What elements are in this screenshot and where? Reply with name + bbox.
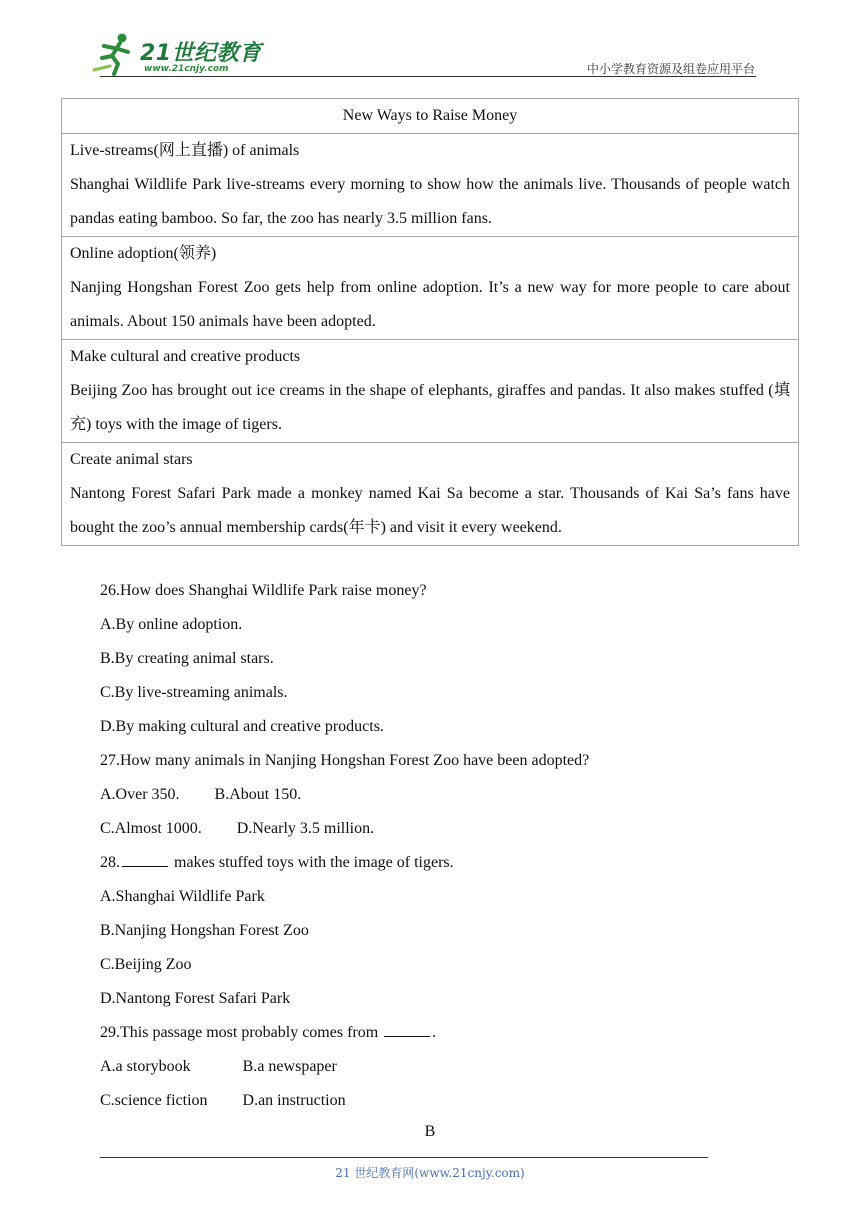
question-28-option-a: A.Shanghai Wildlife Park [100, 888, 265, 905]
question-28-option-b: B.Nanjing Hongshan Forest Zoo [100, 922, 309, 939]
question-26-option-c: C.By live-streaming animals. [100, 684, 288, 701]
question-29-options-ab [100, 1050, 760, 1084]
table-header-row [62, 99, 799, 134]
section-label: B [424, 1123, 436, 1140]
section-title: Live-streams(网上直播) of animals [70, 142, 300, 159]
question-27-option-b: B.About 150. [214, 786, 302, 803]
footer-divider [100, 1157, 708, 1158]
section-body: Beijing Zoo has brought out ice creams in the shape of elephants, giraffes and pandas. It also makes stuffed (填充) toys with the image of tigers. [70, 382, 790, 433]
answer-blank [384, 1018, 430, 1037]
question-29-option-b: B.a newspaper [242, 1058, 337, 1075]
table-title: New Ways to Raise Money [62, 99, 799, 134]
question-29-option-c: C.science fiction [100, 1092, 208, 1109]
question-28-option-c: C.Beijing Zoo [100, 956, 192, 973]
question-28-option-d: D.Nantong Forest Safari Park [100, 990, 291, 1007]
table-row [62, 340, 799, 443]
section-body: Shanghai Wildlife Park live-streams every morning to show how the animals live. Thousands of people watch pandas eating bamboo. So far, the zoo has nearly 3.5 million fans. [70, 176, 790, 227]
question-27-stem: 27.How many animals in Nanjing Hongshan Forest Zoo have been adopted? [100, 752, 590, 769]
question-29-stem [100, 1016, 760, 1050]
section-title: Make cultural and creative products [70, 348, 301, 365]
question-28-stem-suffix: makes stuffed toys with the image of tigers. [170, 854, 454, 871]
question-27-options-ab [100, 778, 760, 812]
question-27-option-c: C.Almost 1000. [100, 820, 202, 837]
table-cell [62, 340, 799, 443]
question-26-stem: 26.How does Shanghai Wildlife Park raise money? [100, 582, 427, 599]
logo [92, 30, 262, 80]
page-header [0, 0, 860, 80]
question-28-stem [100, 846, 760, 880]
question-29-option-a: A.a storybook [100, 1058, 191, 1075]
question-29-stem-suffix: . [432, 1024, 437, 1041]
footer-text: 21 世纪教育网(www.21cnjy.com) [335, 1166, 525, 1180]
question-26-option-d: D.By making cultural and creative products. [100, 718, 384, 735]
header-divider [100, 76, 756, 77]
question-29-option-d: D.an instruction [242, 1092, 346, 1109]
section-body: Nanjing Hongshan Forest Zoo gets help from online adoption. It’s a new way for more people to care about animals. About 150 animals have been adopted. [70, 279, 790, 330]
table-row [62, 443, 799, 546]
table-cell [62, 134, 799, 237]
question-27-options-cd [100, 812, 760, 846]
logo-text: 21世纪教育 [140, 41, 262, 66]
table-cell [62, 443, 799, 546]
table-row [62, 134, 799, 237]
section-title: Online adoption(领养) [70, 245, 217, 262]
section-body: Nantong Forest Safari Park made a monkey named Kai Sa become a star. Thousands of Kai Sa’s fans have bought the zoo’s annual membership cards(年卡) and visit it every weekend. [70, 485, 790, 536]
question-27-option-d: D.Nearly 3.5 million. [236, 820, 375, 837]
question-27-option-a: A.Over 350. [100, 786, 180, 803]
logo-url: www.21cnjy.com [144, 64, 229, 74]
section-title: Create animal stars [70, 451, 193, 468]
runner-logo-icon [92, 32, 138, 76]
table-cell [62, 237, 799, 340]
table-row [62, 237, 799, 340]
questions [100, 574, 760, 1118]
question-29-options-cd [100, 1084, 760, 1118]
question-29-stem-prefix: 29.This passage most probably comes from [100, 1024, 383, 1041]
answer-blank [122, 848, 168, 867]
question-26-option-b: B.By creating animal stars. [100, 650, 274, 667]
question-28-stem-prefix: 28. [100, 854, 120, 871]
platform-name: 中小学教育资源及组卷应用平台 [586, 62, 755, 76]
question-26-option-a: A.By online adoption. [100, 616, 243, 633]
info-table [61, 98, 799, 546]
